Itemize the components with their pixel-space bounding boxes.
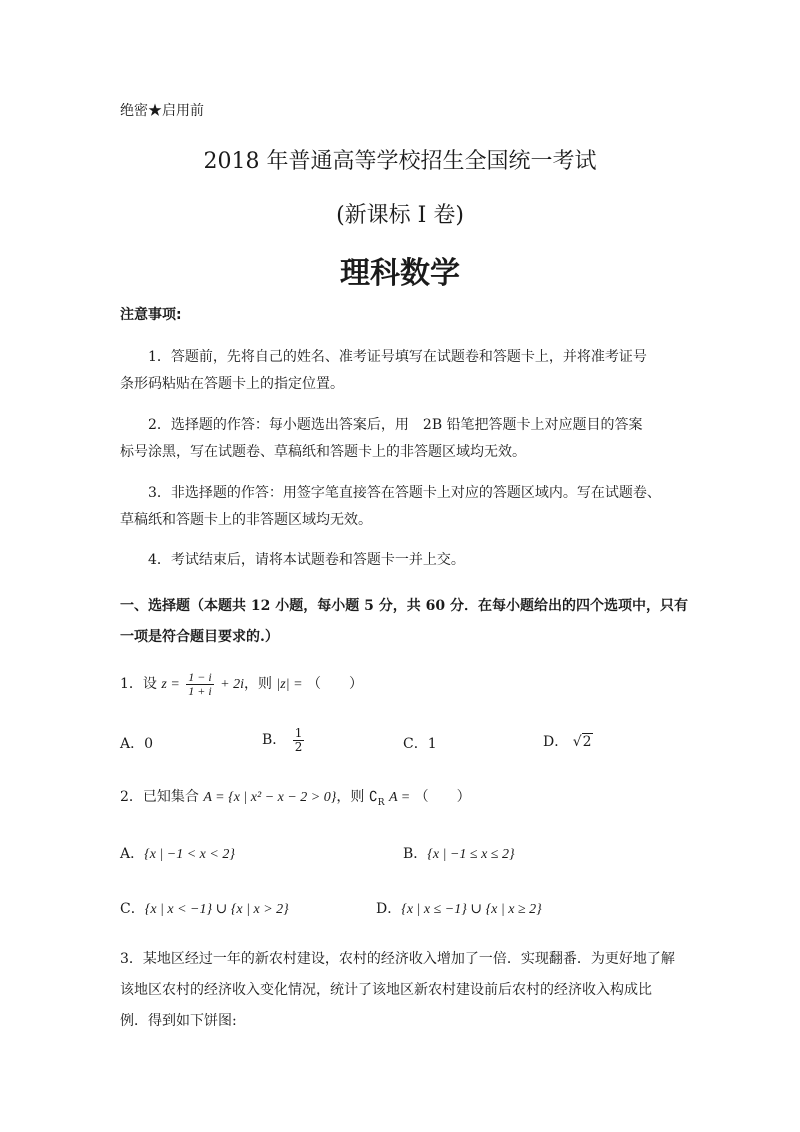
q2-option-b-label: B． — [403, 846, 428, 862]
q1-option-a-value: 0 — [144, 736, 154, 752]
q2-tail: A = — [388, 790, 411, 805]
q2-option-b — [403, 843, 515, 863]
q1-fraction — [186, 671, 213, 697]
q1-z-eq: z = — [161, 677, 180, 692]
notice-item-3-line-2: 草稿纸和答题卡上的非答题区域均无效。 — [120, 512, 372, 528]
q3-line-2: 该地区农村的经济收入变化情况，统计了该地区新农村建设前后农村的经济收入构成比 — [120, 982, 652, 998]
q2-option-a — [120, 843, 235, 863]
q2-option-a-label: A． — [120, 846, 145, 862]
q1-option-b-fraction — [293, 727, 305, 753]
q1-option-d — [543, 731, 593, 751]
q2-complement-sub: R — [377, 797, 385, 808]
q1-option-b — [262, 722, 306, 758]
q1-then: ，则 — [243, 676, 272, 692]
q1-option-b-num: 1 — [294, 725, 303, 740]
question-2 — [120, 786, 471, 808]
q1-option-b-den: 2 — [294, 739, 303, 754]
q1-option-c-value: 1 — [427, 736, 437, 752]
q2-then: ，则 — [336, 789, 365, 805]
q1-option-d-radicand: 2 — [582, 734, 592, 750]
q1-plus-2i: + 2i — [220, 677, 244, 692]
q1-fraction-den: 1 + i — [188, 683, 212, 698]
subject-title: 理科数学 — [340, 256, 460, 291]
notice-heading: 注意事项: — [120, 307, 182, 323]
q1-option-b-label: B． — [262, 732, 287, 748]
q2-option-a-value: {x | −1 < x < 2} — [144, 847, 235, 862]
notice-item-2-line-2: 标号涂黑，写在试题卷、草稿纸和答题卡上的非答题区域均无效。 — [120, 444, 526, 460]
q2-option-b-value: {x | −1 ≤ x ≤ 2} — [427, 847, 515, 862]
question-1 — [120, 666, 363, 703]
q1-option-c — [403, 733, 437, 753]
section-1-line-2: 一项是符合题目要求的.） — [120, 629, 279, 645]
q2-option-d-value: {x | x ≤ −1} ∪ {x | x ≥ 2} — [401, 902, 542, 917]
q2-option-c-value: {x | x < −1} ∪ {x | x > 2} — [144, 902, 289, 917]
q1-option-a — [120, 733, 153, 753]
q1-option-d-label: D． — [543, 734, 569, 750]
notice-item-1-line-1: 1．答题前，先将自己的姓名、准考证号填写在试题卷和答题卡上，并将准考证号 — [148, 349, 647, 365]
notice-item-3-line-1: 3．非选择题的作答：用签字笔直接答在答题卡上对应的答题区域内。写在试题卷、 — [148, 485, 661, 501]
q3-line-3: 例．得到如下饼图: — [120, 1013, 237, 1029]
q1-option-d-sqrt: √2 — [572, 734, 592, 750]
q1-paren: （ ） — [306, 676, 363, 692]
notice-item-1-line-2: 条形码粘贴在答题卡上的指定位置。 — [120, 376, 344, 392]
notice-item-2-line-1: 2．选择题的作答：每小题选出答案后，用 2B 铅笔把答题卡上对应题目的答案 — [148, 417, 643, 433]
q2-prefix: 2．已知集合 — [120, 789, 199, 805]
section-1-line-1: 一、选择题（本题共 12 小题，每小题 5 分，共 60 分．在每小题给出的四个选项中，只有 — [120, 598, 688, 614]
exam-subtitle: (新课标 I 卷) — [336, 203, 464, 228]
q2-set-expr: A = {x | x² − x − 2 > 0} — [203, 790, 337, 805]
q1-option-a-label: A． — [120, 736, 145, 752]
q1-prefix: 1．设 — [120, 676, 157, 692]
notice-item-4: 4．考试结束后，请将本试题卷和答题卡一并上交。 — [148, 552, 465, 568]
q2-option-d-label: D． — [376, 901, 402, 917]
q1-abs-z: |z| = — [276, 677, 303, 692]
q2-option-d — [376, 898, 542, 918]
q2-paren: （ ） — [414, 789, 471, 805]
q1-fraction-num: 1 − i — [188, 669, 212, 684]
q2-complement: ∁ — [368, 789, 378, 805]
confidential-label: 绝密★启用前 — [120, 103, 204, 119]
q1-option-c-label: C． — [403, 736, 428, 752]
q2-option-c — [120, 898, 289, 918]
q2-option-c-label: C． — [120, 901, 145, 917]
exam-title: 2018 年普通高等学校招生全国统一考试 — [203, 149, 597, 174]
q3-line-1: 3．某地区经过一年的新农村建设，农村的经济收入增加了一倍．实现翻番．为更好地了解 — [120, 951, 675, 967]
